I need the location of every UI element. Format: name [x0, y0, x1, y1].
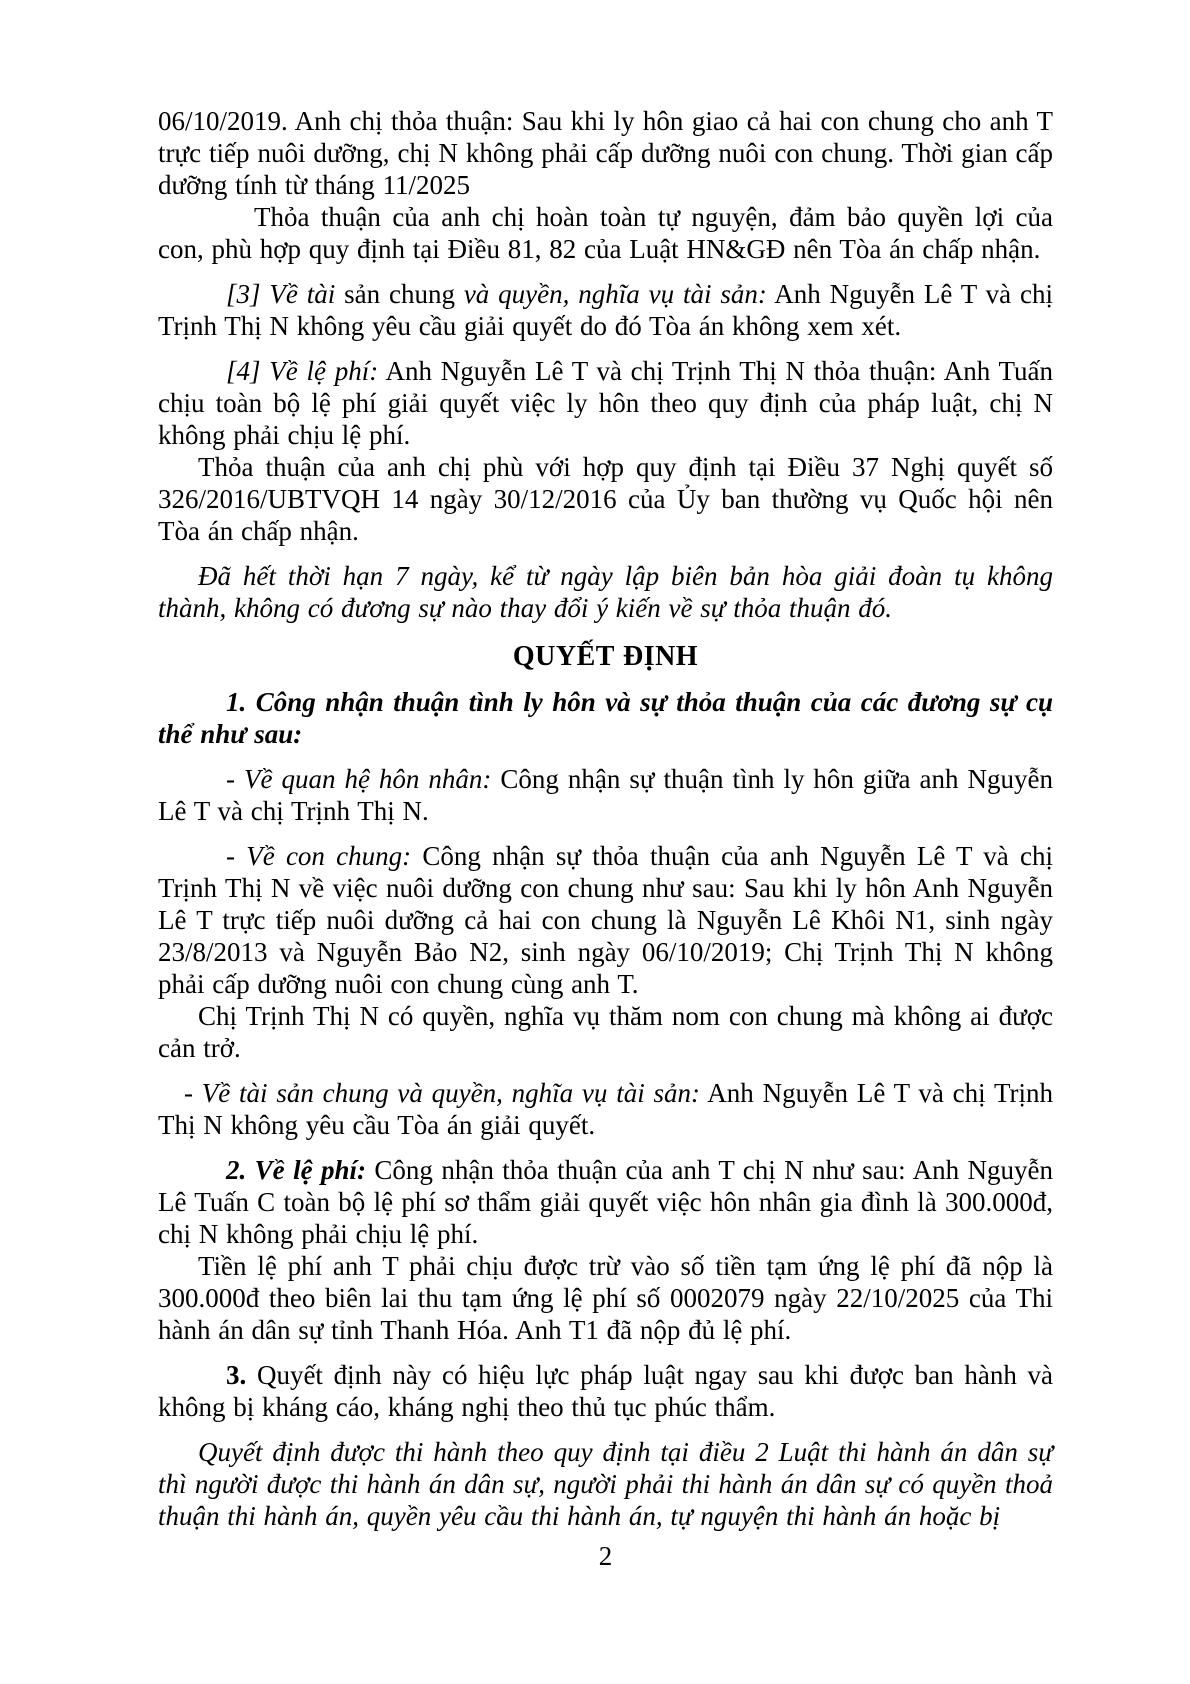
- paragraph: [158, 763, 1053, 827]
- document-body: [158, 105, 1053, 1532]
- text-segment: 2. Về lệ phí:: [226, 1155, 366, 1185]
- text-segment: -: [226, 841, 247, 871]
- text-segment: Thỏa thuận của anh chị hoàn toàn tự nguyện, đảm bảo quyền lợi của con, phù hợp quy định tại Điều 81, 82 của Luật HN&GĐ nên Tòa án chấp nhận.: [158, 202, 1053, 264]
- paragraph: [158, 1359, 1053, 1423]
- text-segment: Quyết định được thi hành theo quy định tại điều 2 Luật thi hành án dân sự thì người được thi hành án dân sự, người phải thi hành án dân sự có quyền thoả thuận thi hành án, quyền yêu cầu thi hành án, tự nguyện thi hành án hoặc bị: [158, 1437, 1053, 1531]
- text-segment: Công nhận thỏa thuận của anh T chị N như sau: Anh Nguyễn Lê Tuấn C toàn bộ lệ phí sơ thẩm giải quyết việc hôn nhân gia đình là 300.000đ, chị N không phải chịu lệ phí.: [158, 1155, 1053, 1249]
- text-segment: và quyền, nghĩa vụ tài sản:: [463, 279, 767, 309]
- text-segment: Chị Trịnh Thị N có quyền, nghĩa vụ thăm nom con chung mà không ai được cản trở.: [158, 1001, 1053, 1063]
- paragraph: [158, 278, 1053, 342]
- text-segment: Thỏa thuận của anh chị phù với hợp quy định tại Điều 37 Nghị quyết số 326/2016/UBTVQH 14 ngày 30/12/2016 của Ủy ban thường vụ Quốc hội nên Tòa án chấp nhận.: [158, 452, 1053, 546]
- paragraph: [158, 355, 1053, 451]
- text-segment: 3.: [226, 1360, 247, 1390]
- text-segment: Công nhận sự thỏa thuận của anh Nguyễn Lê T và chị Trịnh Thị N về việc nuôi dưỡng con chung như sau: Sau khi ly hôn Anh Nguyễn Lê T trực tiếp nuôi dưỡng cả hai con chung là Nguyễn Lê Khôi N1, sinh ngày 23/8/2013 và Nguyễn Bảo N2, sinh ngày 06/10/2019; Chị Trịnh Thị N không phải cấp dưỡng nuôi con chung cùng anh T.: [158, 841, 1053, 999]
- paragraph: [158, 1154, 1053, 1250]
- paragraph: [158, 840, 1053, 1000]
- text-segment: Công nhận sự thuận tình ly hôn giữa anh Nguyễn Lê T và chị Trịnh Thị N.: [158, 764, 1053, 826]
- page-number: 2: [598, 1541, 613, 1571]
- paragraph: [158, 105, 1053, 201]
- text-segment: Tiền lệ phí anh T phải chịu được trừ vào số tiền tạm ứng lệ phí đã nộp là 300.000đ theo biên lai thu tạm ứng lệ phí số 0002079 ngày 22/10/2025 của Thi hành án dân sự tỉnh Thanh Hóa. Anh T1 đã nộp đủ lệ phí.: [158, 1251, 1053, 1345]
- text-segment: Anh Nguyễn Lê T và chị Trịnh Thị N không yêu cầu giải quyết do đó Tòa án không xem xét.: [158, 279, 1053, 341]
- text-segment: sản chung: [335, 279, 464, 309]
- paragraph: [158, 560, 1053, 624]
- text-segment: Đã hết thời hạn 7 ngày, kể từ ngày lập biên bản hòa giải đoàn tụ không thành, không có đương sự nào thay đổi ý kiến về sự thỏa thuận đó.: [158, 561, 1053, 623]
- text-segment: Quyết định này có hiệu lực pháp luật ngay sau khi được ban hành và không bị kháng cáo, kháng nghị theo thủ tục phúc thẩm.: [158, 1360, 1053, 1422]
- paragraph: [158, 1250, 1053, 1346]
- text-segment: [4] Về lệ phí:: [226, 356, 379, 386]
- text-segment: [3] Về tài: [226, 279, 336, 309]
- paragraph: [158, 201, 1053, 265]
- text-segment: Về tài sản chung và quyền, nghĩa vụ tài sản:: [201, 1078, 700, 1108]
- section-heading: [158, 641, 1053, 673]
- text-segment: QUYẾT ĐỊNH: [512, 641, 699, 672]
- text-segment: 1. Công nhận thuận tình ly hôn và sự thỏa thuận của các đương sự cụ thể như sau:: [158, 687, 1053, 749]
- text-segment: Về con chung:: [246, 841, 412, 871]
- text-segment: 06/10/2019. Anh chị thỏa thuận: Sau khi ly hôn giao cả hai con chung cho anh T trực tiếp nuôi dưỡng, chị N không phải cấp dưỡng nuôi con chung. Thời gian cấp dưỡng tính từ tháng 11/2025: [158, 106, 1053, 200]
- text-segment: Anh Nguyễn Lê T và chị Trịnh Thị N thỏa thuận: Anh Tuấn chịu toàn bộ lệ phí giải quyết việc ly hôn theo quy định của pháp luật, chị N không phải chịu lệ phí.: [158, 356, 1053, 450]
- text-segment: -: [226, 764, 244, 794]
- paragraph: [158, 451, 1053, 547]
- paragraph: [158, 1000, 1053, 1064]
- text-segment: -: [184, 1078, 202, 1108]
- paragraph: [158, 686, 1053, 750]
- paragraph: [158, 1436, 1053, 1532]
- paragraph: [158, 1077, 1053, 1141]
- text-segment: Về quan hệ hôn nhân:: [243, 764, 492, 794]
- text-segment: Anh Nguyễn Lê T và chị Trịnh Thị N không yêu cầu Tòa án giải quyết.: [158, 1078, 1053, 1140]
